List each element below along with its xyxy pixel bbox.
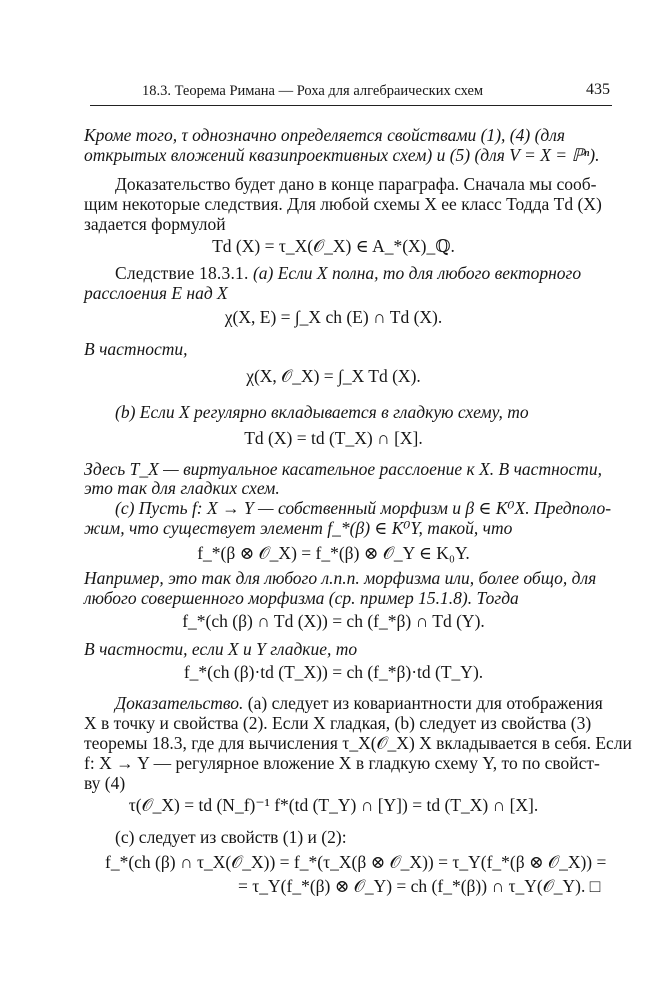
text-line: (a) Если X полна, то для любого векторного [252, 263, 582, 283]
proof-label: Доказательство. [115, 693, 244, 713]
text-line: Здесь T_X — виртуальное касательное расслоение к X. В частности, [84, 459, 603, 479]
text-line: В частности, [84, 339, 188, 359]
running-header [90, 81, 612, 106]
corollary-label: Следствие 18.3.1. [115, 263, 249, 283]
text-line: щим некоторые следствия. Для любой схемы X ее класс Тодда Td (X) [84, 194, 602, 214]
text-line: X в точку и свойства (2). Если X гладкая, (b) следует из свойства (3) [84, 713, 592, 733]
formula: Td (X) = τ_X(𝒪_X) ∈ A_*(X)_ℚ. [212, 236, 455, 256]
formula: Td (X) = td (T_X) ∩ [X]. [244, 428, 423, 448]
text-line: Кроме того, τ однозначно определяется свойствами (1), (4) (для [84, 125, 566, 145]
text-line: f: X → Y — регулярное вложение X в гладкую схему Y, то по свойст- [84, 753, 600, 773]
text-line: ву (4) [84, 773, 126, 793]
corollary-line [115, 262, 581, 284]
text-line: (c) следует из свойств (1) и (2): [115, 827, 347, 847]
formula: χ(X, 𝒪_X) = ∫_X Td (X). [246, 366, 421, 386]
text-line: В частности, если X и Y гладкие, то [84, 639, 358, 659]
text-line: открытых вложений квазипроективных схем) и (5) (для V = X = ℙⁿ). [84, 145, 600, 165]
formula: f_*(β ⊗ 𝒪_X) = f_*(β) ⊗ 𝒪_Y ∈ K₀Y. [197, 543, 470, 563]
formula: χ(X, E) = ∫_X ch (E) ∩ Td (X). [224, 307, 443, 327]
text-line: жим, что существует элемент f_*(β) ∈ K⁰Y, такой, что [84, 518, 513, 538]
formula: τ(𝒪_X) = td (N_f)⁻¹ f*(td (T_Y) ∩ [Y]) = td (T_X) ∩ [X]. [128, 795, 539, 815]
text-line: (c) Пусть f: X → Y — собственный морфизм и β ∈ K⁰X. Предполо- [115, 498, 612, 518]
text-line: задается формулой [84, 214, 226, 234]
formula: f_*(ch (β)·td (T_X)) = ch (f_*β)·td (T_Y). [183, 662, 484, 682]
text-line: Например, это так для любого л.п.п. морфизма или, более общо, для [84, 568, 597, 588]
formula: = τ_Y(f_*(β) ⊗ 𝒪_Y) = ch (f_*(β)) ∩ τ_Y(𝒪_Y). □ [238, 876, 601, 896]
text-line: это так для гладких схем. [84, 478, 280, 498]
formula: f_*(ch (β) ∩ Td (X)) = ch (f_*β) ∩ Td (Y). [182, 611, 485, 631]
page-number: 435 [586, 81, 610, 98]
formula: f_*(ch (β) ∩ τ_X(𝒪_X)) = f_*(τ_X(β ⊗ 𝒪_X)) = τ_Y(f_*(β ⊗ 𝒪_X)) = [105, 852, 607, 872]
text-line: (b) Если X регулярно вкладывается в гладкую схему, то [115, 402, 529, 422]
text-line: расслоения E над X [84, 283, 228, 303]
section-title: 18.3. Теорема Римана — Роха для алгебраических схем [142, 83, 484, 99]
proof-line [115, 692, 603, 714]
text-line: любого совершенного морфизма (ср. пример 15.1.8). Тогда [84, 588, 519, 608]
text-line: Доказательство будет дано в конце параграфа. Сначала мы сооб- [115, 174, 597, 194]
text-line: (a) следует из ковариантности для отображения [247, 693, 603, 713]
text-line: теоремы 18.3, где для вычисления τ_X(𝒪_X) X вкладывается в себя. Если [84, 733, 632, 753]
